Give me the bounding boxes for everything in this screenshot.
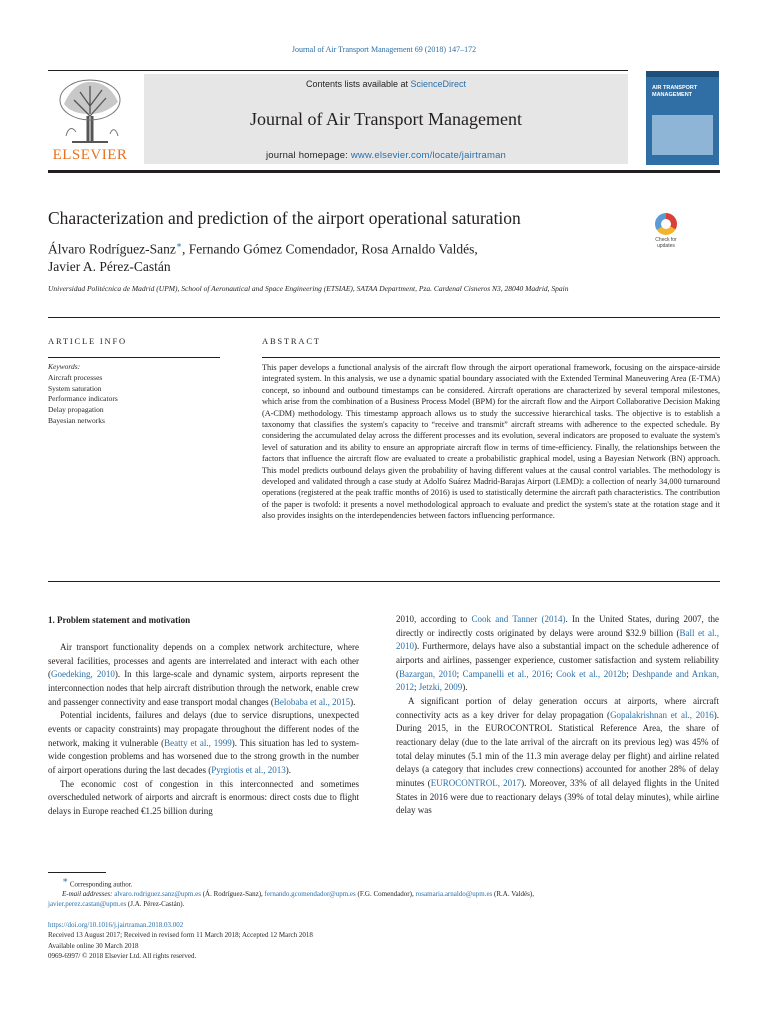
paragraph: The economic cost of congestion in this interconnected and sometimes overscheduled network of airports and aircraft is enormous: direct costs due to flight delays in Europe reached €1.25 billion during: [48, 778, 359, 816]
keywords-block: [48, 362, 220, 427]
journal-homepage-link[interactable]: www.elsevier.com/locate/jairtraman: [350, 150, 507, 161]
abstract-underline: [262, 357, 720, 358]
citation-link[interactable]: Cook et al., 2012b: [556, 668, 627, 679]
article-info-underline: [48, 357, 220, 358]
citation-link[interactable]: Beatty et al., 1999: [164, 737, 232, 748]
keywords-label: Keywords:: [48, 362, 81, 371]
doi-link[interactable]: https://doi.org/10.1016/j.jairtraman.2018.03.002: [48, 921, 184, 929]
sciencedirect-link[interactable]: ScienceDirect: [410, 79, 467, 89]
citation-link[interactable]: Cook and Tanner (2014): [471, 614, 566, 624]
paragraph: 2010, according to Cook and Tanner (2014). In the United States, during 2007, the directly or indirectly costs originated by delays were around $32.9 billion (Ball et al., 2010). Furthermore, delays have also a substantial impact on the schedule adherence of airports and airlines, passenger experience, customer satisfaction and system reliability (Bazargan, 2010; Campanelli et al., 2016; Cook et al., 2012b; Deshpande and Arıkan, 2012; Jetzki, 2009).: [396, 614, 720, 693]
abstract-heading: ABSTRACT: [262, 336, 321, 346]
keyword: Aircraft processes: [48, 372, 103, 382]
citation-link[interactable]: Campanelli et al., 2016: [462, 668, 551, 679]
email-link[interactable]: fernando.gcomendador@upm.es: [264, 890, 356, 899]
received-dates: Received 13 August 2017; Received in revised form 11 March 2018; Accepted 12 March 2018: [48, 931, 313, 940]
left-column-body: [48, 641, 359, 819]
abstract-end-rule: [48, 581, 720, 582]
citation-link[interactable]: Jetzki, 2009: [418, 682, 463, 693]
masthead-bottom-rule: [48, 170, 720, 173]
check-updates-label: Check for updates: [655, 237, 677, 249]
paragraph: Potential incidents, failures and delays (due to service disruptions, unexpected events or capacity constraints) may propagate throughout the different nodes of the network, making it vulnerable (Beatty et al., 1999). This situation has led to system-wide congestion problems and has worsened due to the strong growth in the number of airport operations during the last decades (Pyrgiotis et al., 2013).: [48, 710, 360, 775]
masthead-top-rule: [48, 70, 628, 71]
email-link[interactable]: alvaro.rodriguez.sanz@upm.es: [114, 890, 201, 899]
article-info-heading: ARTICLE INFO: [48, 336, 127, 346]
citation-link[interactable]: EUROCONTROL, 2017: [430, 777, 522, 788]
authors-line-2: Javier A. Pérez-Castán: [48, 259, 171, 274]
paragraph: Air transport functionality depends on a complex network architecture, where several facilities, processes and agents are interrelated and interact with each other (Goedeking, 2010). In this large-scale and dynamic system, airports represent the interconnection nodes that help aircraft distribution through the network, enable crew and passenger connectivity and ease transport modal changes (Belobaba et al., 2015).: [48, 642, 359, 707]
publisher-logo: [48, 76, 132, 164]
cover-image: [652, 115, 713, 155]
corresponding-author-marker[interactable]: ∗: [175, 240, 182, 250]
keyword: Bayesian networks: [48, 415, 105, 425]
email-addresses-cont: javier.perez.castan@upm.es (J.A. Pérez-Castán).: [48, 900, 185, 909]
author-1: Álvaro Rodríguez-Sanz: [48, 241, 176, 257]
homepage-prefix: journal homepage:: [265, 150, 351, 161]
email-link[interactable]: rosamaria.arnaldo@upm.es: [415, 890, 493, 899]
authors-line-1: [48, 240, 478, 258]
article-title: Characterization and prediction of the airport operational saturation: [48, 208, 521, 228]
check-updates-icon: [655, 213, 677, 235]
copyright: 0969-6997/ © 2018 Elsevier Ltd. All rights reserved.: [48, 952, 197, 961]
citation-link[interactable]: Goedeking, 2010: [51, 669, 115, 680]
abstract-text: This paper develops a functional analysis of the aircraft flow through the airport operational framework, focusing on the airspace-airside integrated system. In this analysis, we use a dynamic spatial boundary associated with the Extended Terminal Maneuvering Area (E-TMA) concept, so inbound and outbound timestamps can be considered. Aircraft operations are characterized by several temporal milestones, which arise from the combination of a Business Process Model (BPM) for the aircraft flow and the Airport Collaborative Decision Making (A-CDM) methodology. This timestamp approach allows us to study the successive hierarchical tasks. The objective is to establish a taxonomy that classifies the system's capacity to “receive and transmit” aircraft streams with adherence to the expected schedule. By considering the accumulated delay across the different processes and its evolution, several indicators are proposed to evaluate the system's level of saturation and its ability to ensure an appropriate aircraft flow in terms of time-efficiency. Finally, the relationships between the factors that influence the aircraft flow are evaluated to create a probabilistic graphical model, using a Bayesian Network (BN) approach. This model predicts outbound delays given the probability of having different values at the causal control variables. The methodology is developed and validated through a case study at Adolfo Suárez Madrid-Barajas Airport (LEMD): a collection of nearly 34,000 turnaround operations (registered at the peak traffic months of 2016) is used to statistically determine the aircraft path characteristics. The contribution of the paper is twofold: it presents a novel methodological approach to evaluate and predict the system's state at the rotation stage and it also provides insights on the interdependencies between factors influencing performance.: [262, 363, 720, 521]
citation-link[interactable]: Deshpande and Arıkan, 2012: [396, 668, 719, 693]
available-online: Available online 30 March 2018: [48, 941, 139, 950]
publisher-wordmark: ELSEVIER: [52, 147, 128, 163]
journal-reference[interactable]: Journal of Air Transport Management 69 (2018) 147–172: [291, 45, 477, 54]
journal-title: Journal of Air Transport Management: [250, 109, 522, 129]
section-heading: 1. Problem statement and motivation: [48, 615, 191, 625]
keyword: System saturation: [48, 383, 102, 393]
contents-prefix: Contents lists available at: [305, 79, 411, 89]
right-column-body: [396, 613, 719, 818]
email-addresses: E-mail addresses: alvaro.rodriguez.sanz@upm.es (Á. Rodríguez-Sanz), fernando.gcomendador@upm.es (F.G. Comendador), rosamaria.arnaldo@upm.es (R.A. Valdés),: [62, 890, 534, 899]
citation-link[interactable]: Belobaba et al., 2015: [273, 696, 351, 707]
homepage-line: [144, 150, 628, 161]
keyword: Delay propagation: [48, 405, 104, 415]
article-info-rule: [48, 317, 720, 318]
corresponding-author-note: ∗ Corresponding author.: [62, 875, 133, 889]
citation-link[interactable]: Pyrgiotis et al., 2013: [211, 764, 286, 775]
citation-link[interactable]: Gopalakrishnan et al., 2016: [610, 709, 714, 720]
journal-cover-thumbnail[interactable]: [646, 71, 719, 165]
keyword: Performance indicators: [48, 394, 118, 404]
email-link[interactable]: javier.perez.castan@upm.es: [48, 900, 127, 909]
citation-link[interactable]: Bazargan, 2010: [399, 668, 457, 679]
cover-title: AIR TRANSPORT MANAGEMENT: [652, 85, 698, 98]
footnotes: [48, 875, 720, 909]
publication-info: [48, 920, 720, 962]
footnote-rule: [48, 872, 106, 873]
check-for-updates-badge[interactable]: [646, 213, 686, 253]
authors-rest: , Fernando Gómez Comendador, Rosa Arnaldo Valdés,: [181, 241, 478, 257]
contents-line: [144, 79, 628, 89]
tree-icon: [52, 76, 128, 144]
paragraph: A significant portion of delay generation occurs at airports, where aircraft connectivity acts as a key driver for delay propagation (Gopalakrishnan et al., 2016). During 2015, in the EUROCONTROL Statistical Reference Area, the share of reactionary delay (due to the late arrival of the aircraft on its previous leg) was 45% of total delay minutes (5.1 min of the 11.3 min average delay per flight) and airline related delays (a category that includes crew connections) accounted for another 28% of delay minutes (EUROCONTROL, 2017). Moreover, 33% of all delayed flights in the United States in 2016 were due to reactionary delays (39% of total delay minutes), while airline delay was: [396, 695, 720, 816]
affiliation: Universidad Politécnica de Madrid (UPM), School of Aeronautical and Space Engineering (ETSIAE), SATAA Department, Pza. Cardenal Cisneros N3, 28040 Madrid, Spain: [48, 284, 569, 293]
cover-band: [646, 71, 719, 77]
citation-link[interactable]: Ball et al., 2010: [396, 627, 719, 652]
